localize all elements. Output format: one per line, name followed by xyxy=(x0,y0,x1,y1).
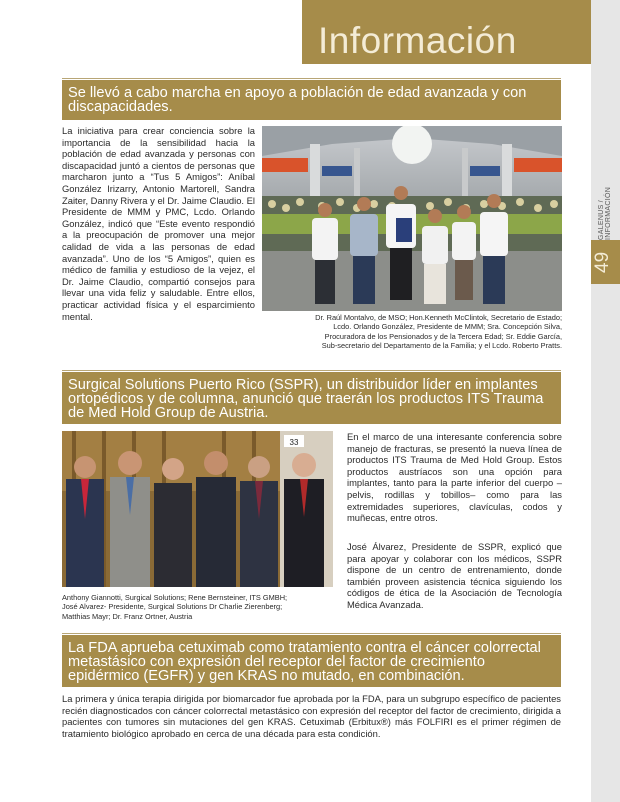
section-rule xyxy=(62,370,561,371)
conference-photo xyxy=(62,431,333,587)
page-title: Información xyxy=(318,20,517,61)
section-rule xyxy=(62,633,561,634)
article1-body: La iniciativa para crear conciencia sobre la importancia de la sensibilidad hacia la población de edad avanzada y personas con discapacidad juntó a cientos de personas que marcharon junto a “Tus 5 Amigos”: Aníbal González Irizarry, Antonio Martorell, Sandra Zaiter, Danny Rivera y el Dr. Jaime Claudio. El Presidente de MMM y PMC, Lcdo. Orlando González, indicó que “Este evento respondió a la preocupación de promover una mejor calidad de vida a las personas de edad avanzada”. Uno de los “5 Amigos”, quien es médico de familia y estudioso de la vejez, el Dr. Jaime Claudio, compartió consejos para llevar una vida feliz y saludable. Entre ellos, practicar actividad física y el esparcimiento mental. xyxy=(62,125,255,322)
article3-body: La primera y única terapia dirigida por biomarcador fue aprobada por la FDA, para un subgrupo específico de pacientes recién diagnosticados con cáncer colorrectal metastásico con expresión del receptor del factor de crecimiento, dirigida a pacientes con tumores sin mutaciones del gen KRAS. Cetuximab (Erbitux®) más FOLFIRI es el primer régimen de tratamiento biológico aprobado en cerca de una década para esta condición. xyxy=(62,693,561,739)
article2-headline: Surgical Solutions Puerto Rico (SSPR), un distribuidor líder en implantes ortopédicos y de columna, anunció que traerán los productos ITS Trauma de Med Hold Group de Austria. xyxy=(62,372,561,424)
section-label: GALENUS / INFORMACIÓN xyxy=(598,186,612,240)
section-rule xyxy=(62,78,561,79)
march-photo xyxy=(262,126,562,311)
side-strip xyxy=(591,0,620,802)
article2-caption: Anthony Giannotti, Surgical Solutions; Rene Bernsteiner, ITS GMBH; José Alvarez- Presidente, Surgical Solutions Dr Charlie Zierenberg; Matthias Mayr; Dr. Franz Ortner, Austria xyxy=(62,593,288,621)
article1-headline: Se llevó a cabo marcha en apoyo a población de edad avanzada y con discapacidades. xyxy=(62,80,561,120)
article3-headline: La FDA aprueba cetuximab como tratamiento contra el cáncer colorrectal metastásico con expresión del receptor del factor de crecimiento epidérmico (EGFR) y gen KRAS no mutado, en combinación. xyxy=(62,635,561,687)
page-number: 49 xyxy=(592,251,613,273)
article1-caption: Dr. Raúl Montalvo, de MSO; Hon.Kenneth McClintok, Secretario de Estado; Lcdo. Orlando González, Presidente de MMM; Sra. Concepción Silva, Procuradora de los Pensionados y de la Tercera Edad; Sr. Eddie García, Sub-secretario del Departamento de la Familia; y el Lcdo. Roberto Pratts. xyxy=(315,313,562,350)
room-number-sign: 33 xyxy=(289,438,299,447)
article2-body-2: José Álvarez, Presidente de SSPR, explicó que para apoyar y colaborar con los médicos, SSPR dispone de un centro de entrenamiento, donde también proveen asistencia técnica siguiendo los códigos de ética de la Asociación de Tecnología Médica Avanzada. xyxy=(347,541,562,610)
article2-body-1: En el marco de una interesante conferencia sobre manejo de fracturas, se presentó la nueva línea de productos ITS Trauma de Med Hold Group. Estos productos austríacos son una opción para implantes, tanto para la parte inferior del cuerpo – pelvis, rodillas y tobillos– como para las extremidades superiores, clavículas, codos y muñecas, entre otros. xyxy=(347,431,562,524)
